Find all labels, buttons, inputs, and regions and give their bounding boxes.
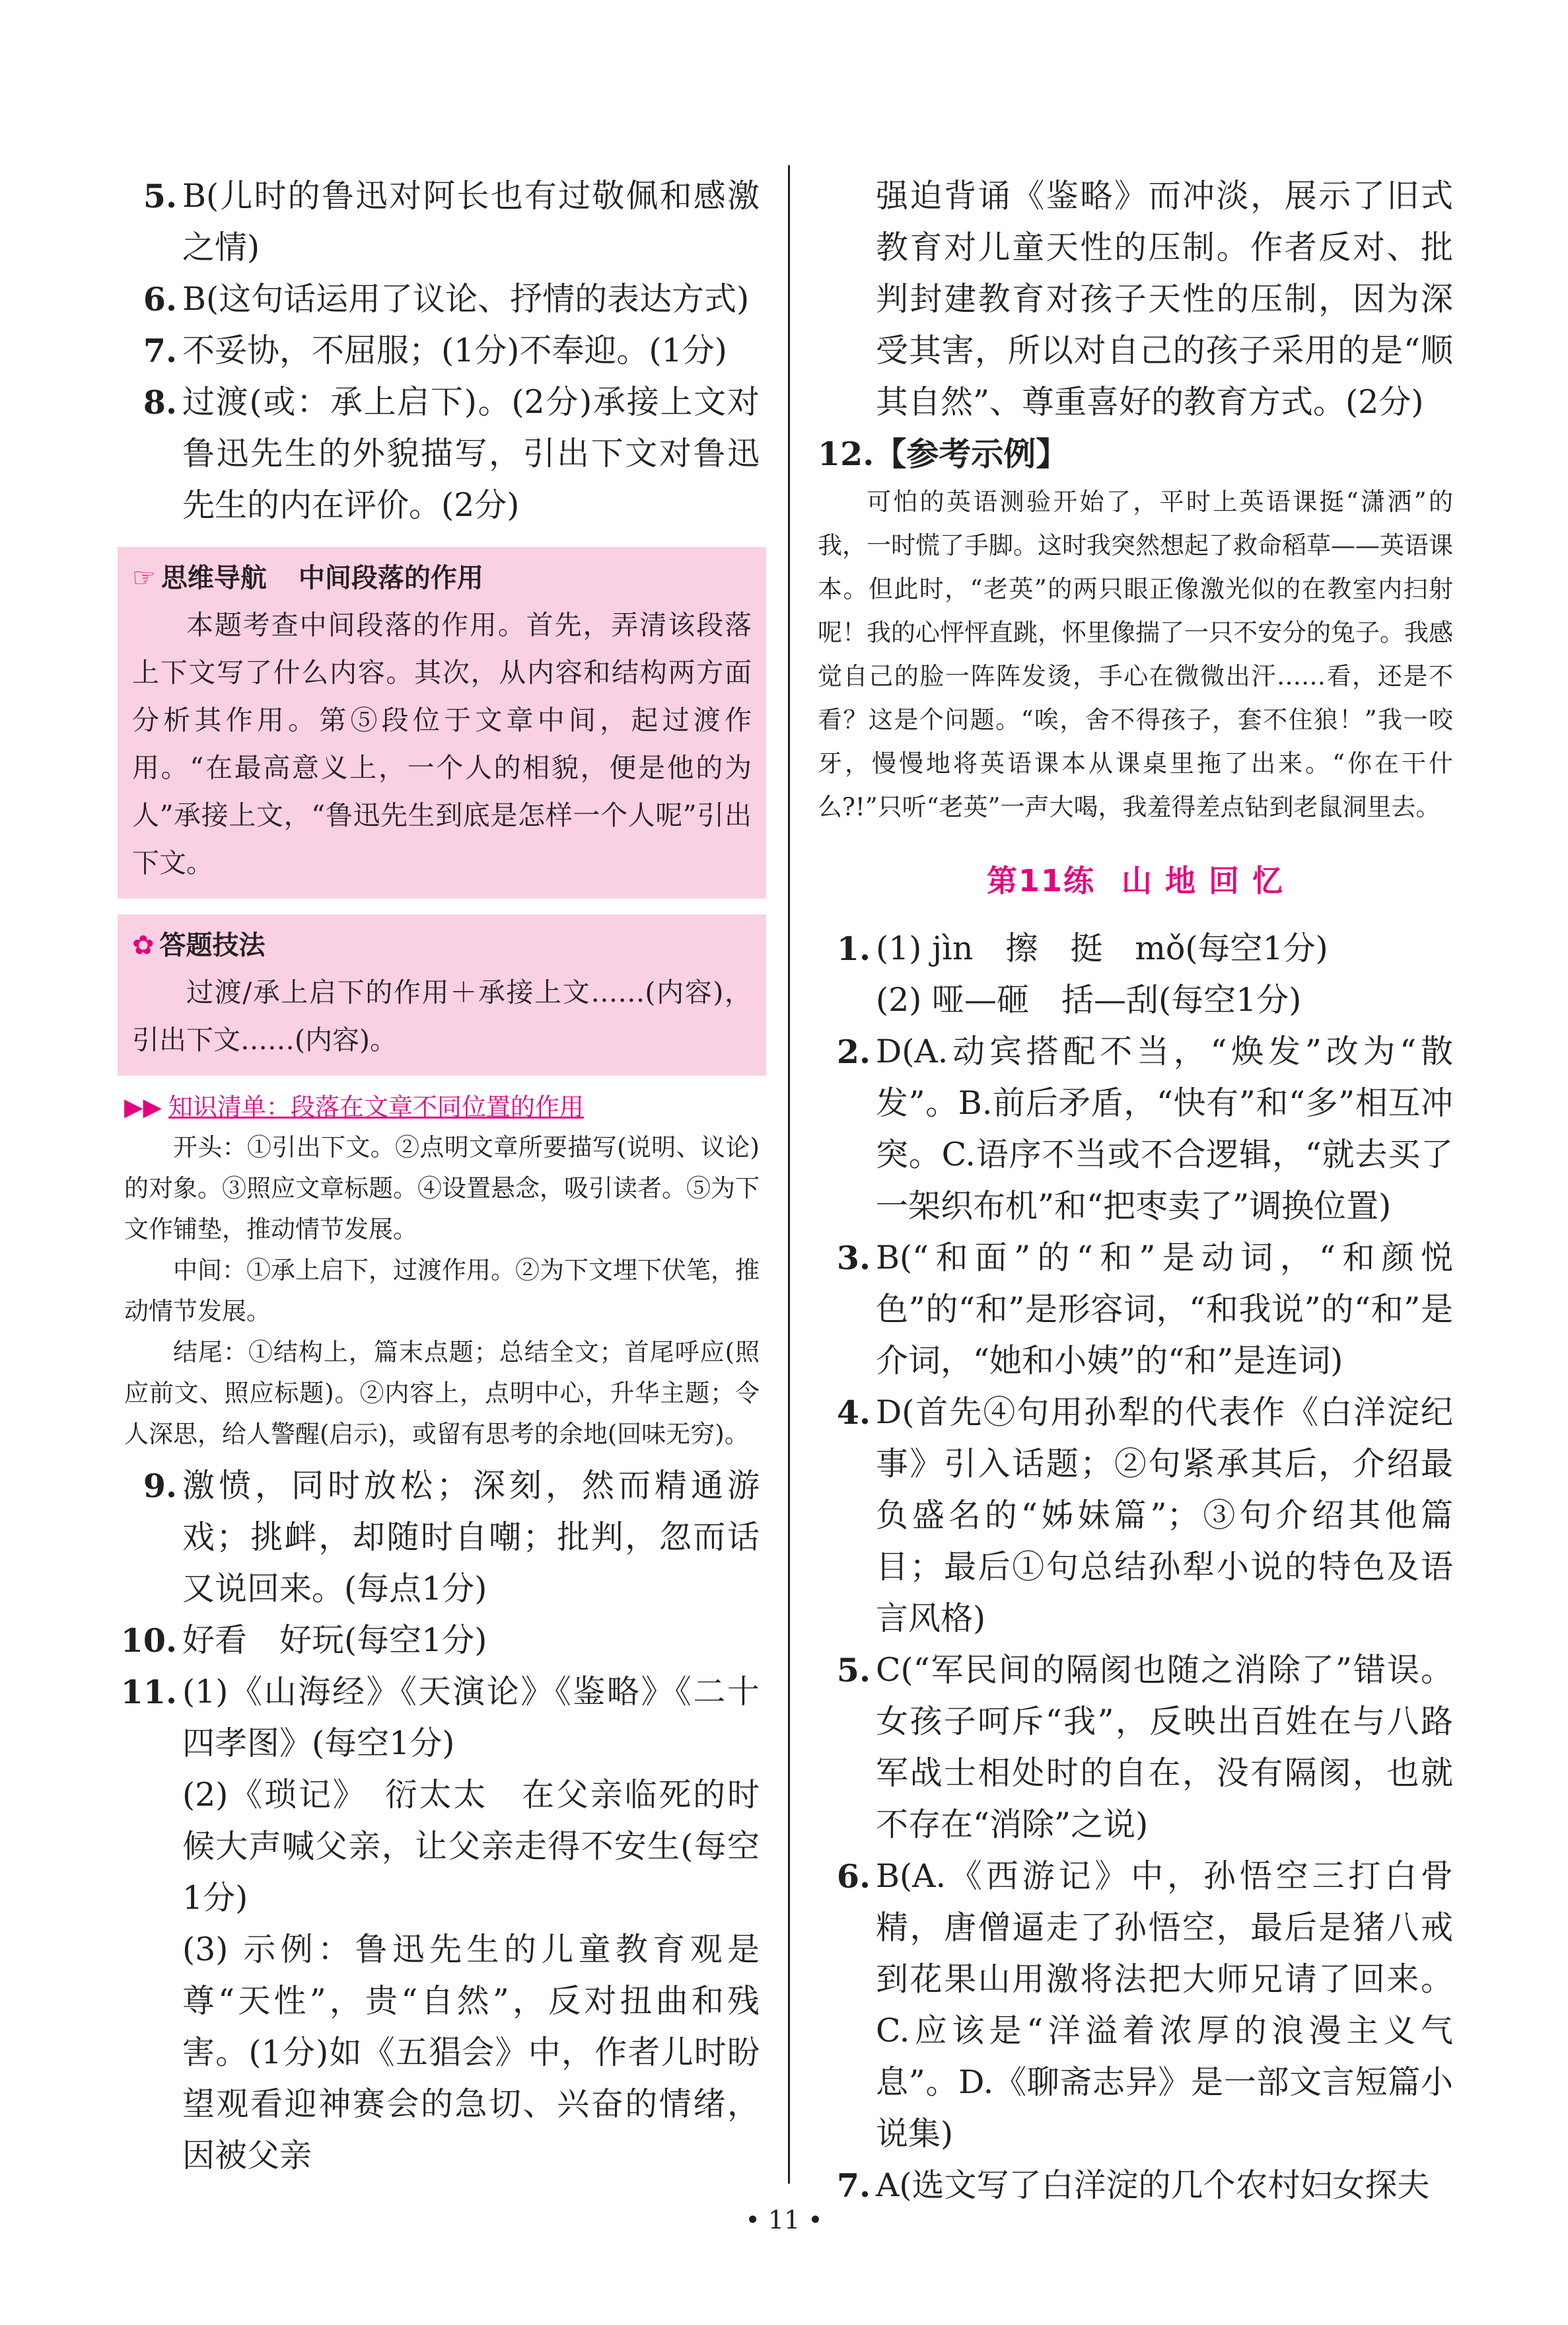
answer-text: 好看 好玩(每空1分) bbox=[182, 1621, 487, 1659]
answer-number: 10. bbox=[120, 1621, 177, 1660]
knowledge-list-title-text: 知识清单：段落在文章不同位置的作用 bbox=[168, 1093, 584, 1121]
answer-number: 5. bbox=[836, 1651, 871, 1689]
answer-skill-label: 答题技法 bbox=[159, 930, 266, 961]
answer-number: 9. bbox=[143, 1467, 177, 1505]
answer-text: B(这句话运用了议论、抒情的表达方式) bbox=[182, 280, 750, 318]
knowledge-paragraph: 中间：①承上启下，过渡作用。②为下文埋下伏笔，推动情节发展。 bbox=[124, 1256, 760, 1325]
thinking-guide-topic: 中间段落的作用 bbox=[298, 563, 483, 593]
thinking-guide-heading bbox=[132, 555, 752, 601]
answer-text: D(首先④句用孙犁的代表作《白洋淀纪事》引入话题；②句紧承其后，介绍最负盛名的“姊妹篇”；③句介绍其他篇目；最后①句总结孙犁小说的特色及语言风格) bbox=[876, 1393, 1453, 1637]
page-number: • 11 • bbox=[745, 2205, 823, 2234]
flower-icon: ✿ bbox=[132, 930, 155, 961]
answer-r3 bbox=[818, 1232, 1453, 1387]
answer-11 bbox=[120, 1666, 760, 2182]
answer-9 bbox=[124, 1460, 760, 1615]
answer-r6 bbox=[818, 1851, 1453, 2160]
answer-skill-heading bbox=[132, 922, 752, 969]
answer-line: (1) jìn 擦 挺 mǒ(每空1分) bbox=[876, 930, 1328, 967]
answer-number: 12. bbox=[818, 435, 874, 473]
answer-12 bbox=[818, 428, 1453, 480]
answer-text: B(“和面”的“和”是动词，“和颜悦色”的“和”是形容词，“和我说”的“和”是介词，“她和小姨”的“和”是连词) bbox=[876, 1239, 1453, 1380]
thinking-guide-text: 本题考查中间段落的作用。首先，弄清该段落上下文写了什么内容。其次，从内容和结构两方面分析其作用。第⑤段位于文章中间，起过渡作用。“在最高意义上，一个人的相貌，便是他的为人”承接上文，“鲁迅先生到底是怎样一个人呢”引出下文。 bbox=[132, 609, 752, 879]
thinking-guide-box bbox=[118, 547, 766, 899]
knowledge-list-title bbox=[124, 1088, 760, 1127]
answer-text: B(儿时的鲁迅对阿长也有过敬佩和感激之情) bbox=[182, 177, 760, 266]
answer-number: 5. bbox=[143, 177, 177, 215]
answer-r4 bbox=[818, 1387, 1453, 1644]
answer-11-continued bbox=[818, 170, 1453, 428]
answer-6 bbox=[124, 274, 760, 325]
answer-number: 7. bbox=[143, 332, 177, 370]
answer-10 bbox=[120, 1615, 760, 1666]
section-title bbox=[818, 854, 1453, 907]
double-arrow-icon: ▶▶ bbox=[124, 1093, 162, 1121]
answer-5 bbox=[124, 170, 760, 274]
answer-8 bbox=[124, 377, 760, 531]
answer-part: (2)《琐记》 衍太太 在父亲临死的时候大声喊父亲，让父亲走得不安生(每空1分) bbox=[182, 1776, 760, 1917]
answer-text: 激愤，同时放松；深刻，然而精通游戏；挑衅，却随时自嘲；批判，忽而话又说回来。(每点1分) bbox=[182, 1467, 760, 1607]
answer-skill-text: 过渡/承上启下的作用＋承接上文……(内容)，引出下文……(内容)。 bbox=[132, 977, 752, 1056]
knowledge-paragraph: 结尾：①结构上，篇末点题；总结全文；首尾呼应(照应前文、照应标题)。②内容上，点明中心，升华主题；令人深思，给人警醒(启示)，或留有思考的余地(回味无穷)。 bbox=[124, 1338, 760, 1448]
answer-number: 4. bbox=[836, 1393, 871, 1432]
right-column bbox=[818, 170, 1453, 2211]
left-column bbox=[120, 170, 760, 2182]
section-name: 山 地 回 忆 bbox=[1121, 863, 1285, 899]
answer-number: 2. bbox=[836, 1033, 871, 1071]
section-number: 第11练 bbox=[986, 863, 1095, 899]
answer-text: D(A.动宾搭配不当，“焕发”改为“散发”。B.前后矛盾，“快有”和“多”相互冲突。C.语序不当或不合逻辑，“就去买了一架织布机”和“把枣卖了”调换位置) bbox=[876, 1033, 1453, 1225]
answer-part: (3) 示例：鲁迅先生的儿童教育观是尊“天性”，贵“自然”，反对扭曲和残害。(1分)如《五猖会》中，作者儿时盼望观看迎神赛会的急切、兴奋的情绪，因被父亲 bbox=[182, 1931, 760, 2174]
answer-text: 过渡(或：承上启下)。(2分)承接上文对鲁迅先生的外貌描写，引出下文对鲁迅先生的内在评价。(2分) bbox=[182, 383, 760, 524]
answer-part: (1)《山海经》《天演论》《鉴略》《二十四孝图》(每空1分) bbox=[182, 1673, 760, 1762]
knowledge-paragraph: 开头：①引出下文。②点明文章所要描写(说明、议论)的对象。③照应文章标题。④设置悬念，吸引读者。⑤为下文作铺垫，推动情节发展。 bbox=[124, 1133, 760, 1243]
answer-text: 不妥协，不屈服；(1分)不奉迎。(1分) bbox=[182, 332, 727, 369]
answer-number: 6. bbox=[143, 280, 177, 318]
reference-example-text: 可怕的英语测验开始了，平时上英语课挺“潇洒”的我，一时慌了手脚。这时我突然想起了救命稻草——英语课本。但此时，“老英”的两只眼正像激光似的在教室内扫射呢！我的心怦怦直跳，怀里像揣了一只不安分的兔子。我感觉自己的脸一阵阵发烫，手心在微微出汗……看，还是不看？这是个问题。“唉，舍不得孩子，套不住狼！”我一咬牙，慢慢地将英语课本从课桌里拖了出来。“你在干什么?!”只听“老英”一声大喝，我羞得差点钻到老鼠洞里去。 bbox=[818, 488, 1453, 821]
answer-text: B(A.《西游记》中，孙悟空三打白骨精，唐僧逼走了孙悟空，最后是猪八戒到花果山用激将法把大师兄请了回来。C.应该是“洋溢着浓厚的浪漫主义气息”。D.《聊斋志异》是一部文言短篇小说集) bbox=[876, 1857, 1453, 2153]
column-divider bbox=[788, 165, 790, 2184]
answer-number: 3. bbox=[836, 1239, 871, 1277]
answer-number: 1. bbox=[836, 930, 871, 968]
answer-r2 bbox=[818, 1026, 1453, 1232]
answer-skill-box bbox=[118, 914, 766, 1076]
answer-number: 8. bbox=[143, 383, 177, 422]
answer-text: 强迫背诵《鉴略》而冲淡，展示了旧式教育对儿童天性的压制。作者反对、批判封建教育对孩子天性的压制，因为深受其害，所以对自己的孩子采用的是“顺其自然”、尊重喜好的教育方式。(2分) bbox=[876, 177, 1453, 421]
answer-line: (2) 哑—砸 括—刮(每空1分) bbox=[876, 981, 1302, 1019]
hand-pointer-icon: ☞ bbox=[132, 563, 156, 593]
answer-number: 7. bbox=[836, 2166, 871, 2205]
answer-number: 6. bbox=[836, 1857, 871, 1896]
answer-text: C(“军民间的隔阂也随之消除了”错误。女孩子呵斥“我”，反映出百姓在与八路军战士相处时的自在，没有隔阂，也就不存在“消除”之说) bbox=[876, 1651, 1453, 1843]
answer-12-heading: 【参考示例】 bbox=[874, 435, 1069, 473]
answer-7 bbox=[124, 325, 760, 377]
answer-number: 11. bbox=[120, 1673, 177, 1711]
answer-r5 bbox=[818, 1644, 1453, 1851]
answer-text: A(选文写了白洋淀的几个农村妇女探夫 bbox=[876, 2166, 1430, 2204]
thinking-guide-label: 思维导航 bbox=[160, 563, 267, 593]
answer-r1 bbox=[818, 923, 1453, 1026]
